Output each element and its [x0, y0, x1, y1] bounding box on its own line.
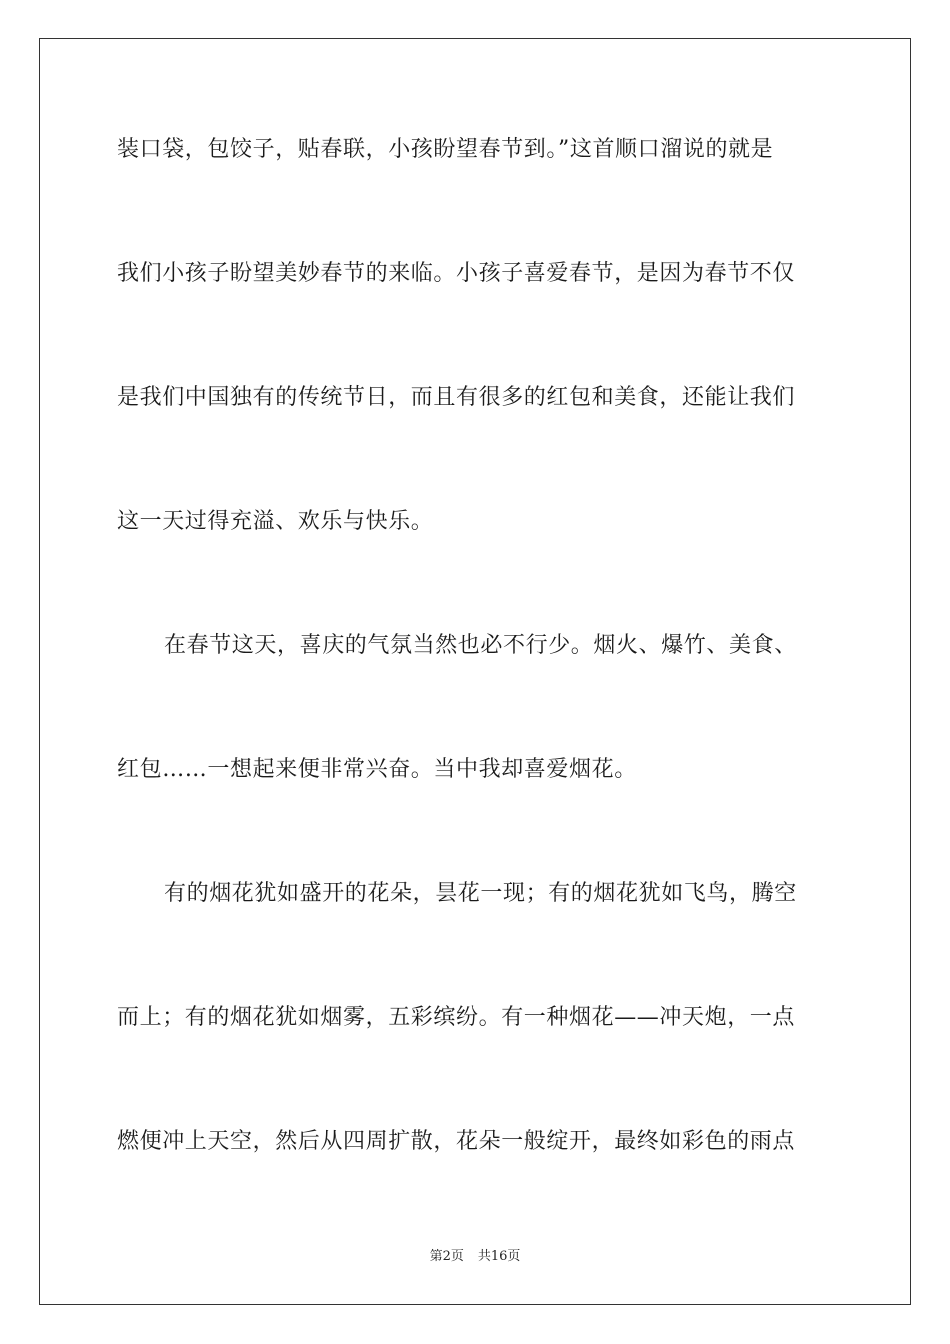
text-line-7: 有的烟花犹如盛开的花朵，昙花一现；有的烟花犹如飞鸟，腾空	[164, 881, 797, 906]
text-line-4: 这一天过得充溢、欢乐与快乐。	[117, 509, 434, 534]
text-line-3: 是我们中国独有的传统节日，而且有很多的红包和美食，还能让我们	[117, 385, 796, 410]
page-total: 共16页	[477, 1249, 521, 1264]
page-border	[39, 38, 911, 1305]
text-line-2: 我们小孩子盼望美妙春节的来临。小孩子喜爱春节，是因为春节不仅	[117, 261, 796, 286]
text-line-8: 而上；有的烟花犹如烟雾，五彩缤纷。有一种烟花——冲天炮，一点	[117, 1005, 796, 1030]
page-footer	[0, 1248, 950, 1266]
text-line-6: 红包……一想起来便非常兴奋。当中我却喜爱烟花。	[117, 757, 637, 782]
text-line-5: 在春节这天，喜庆的气氛当然也必不行少。烟火、爆竹、美食、	[164, 633, 797, 658]
text-line-1: 装口袋，包饺子，贴春联，小孩盼望春节到。”这首顺口溜说的就是	[117, 137, 774, 162]
page-number: 第2页	[429, 1249, 464, 1264]
text-line-9: 燃便冲上天空，然后从四周扩散，花朵一般绽开，最终如彩色的雨点	[117, 1129, 796, 1154]
